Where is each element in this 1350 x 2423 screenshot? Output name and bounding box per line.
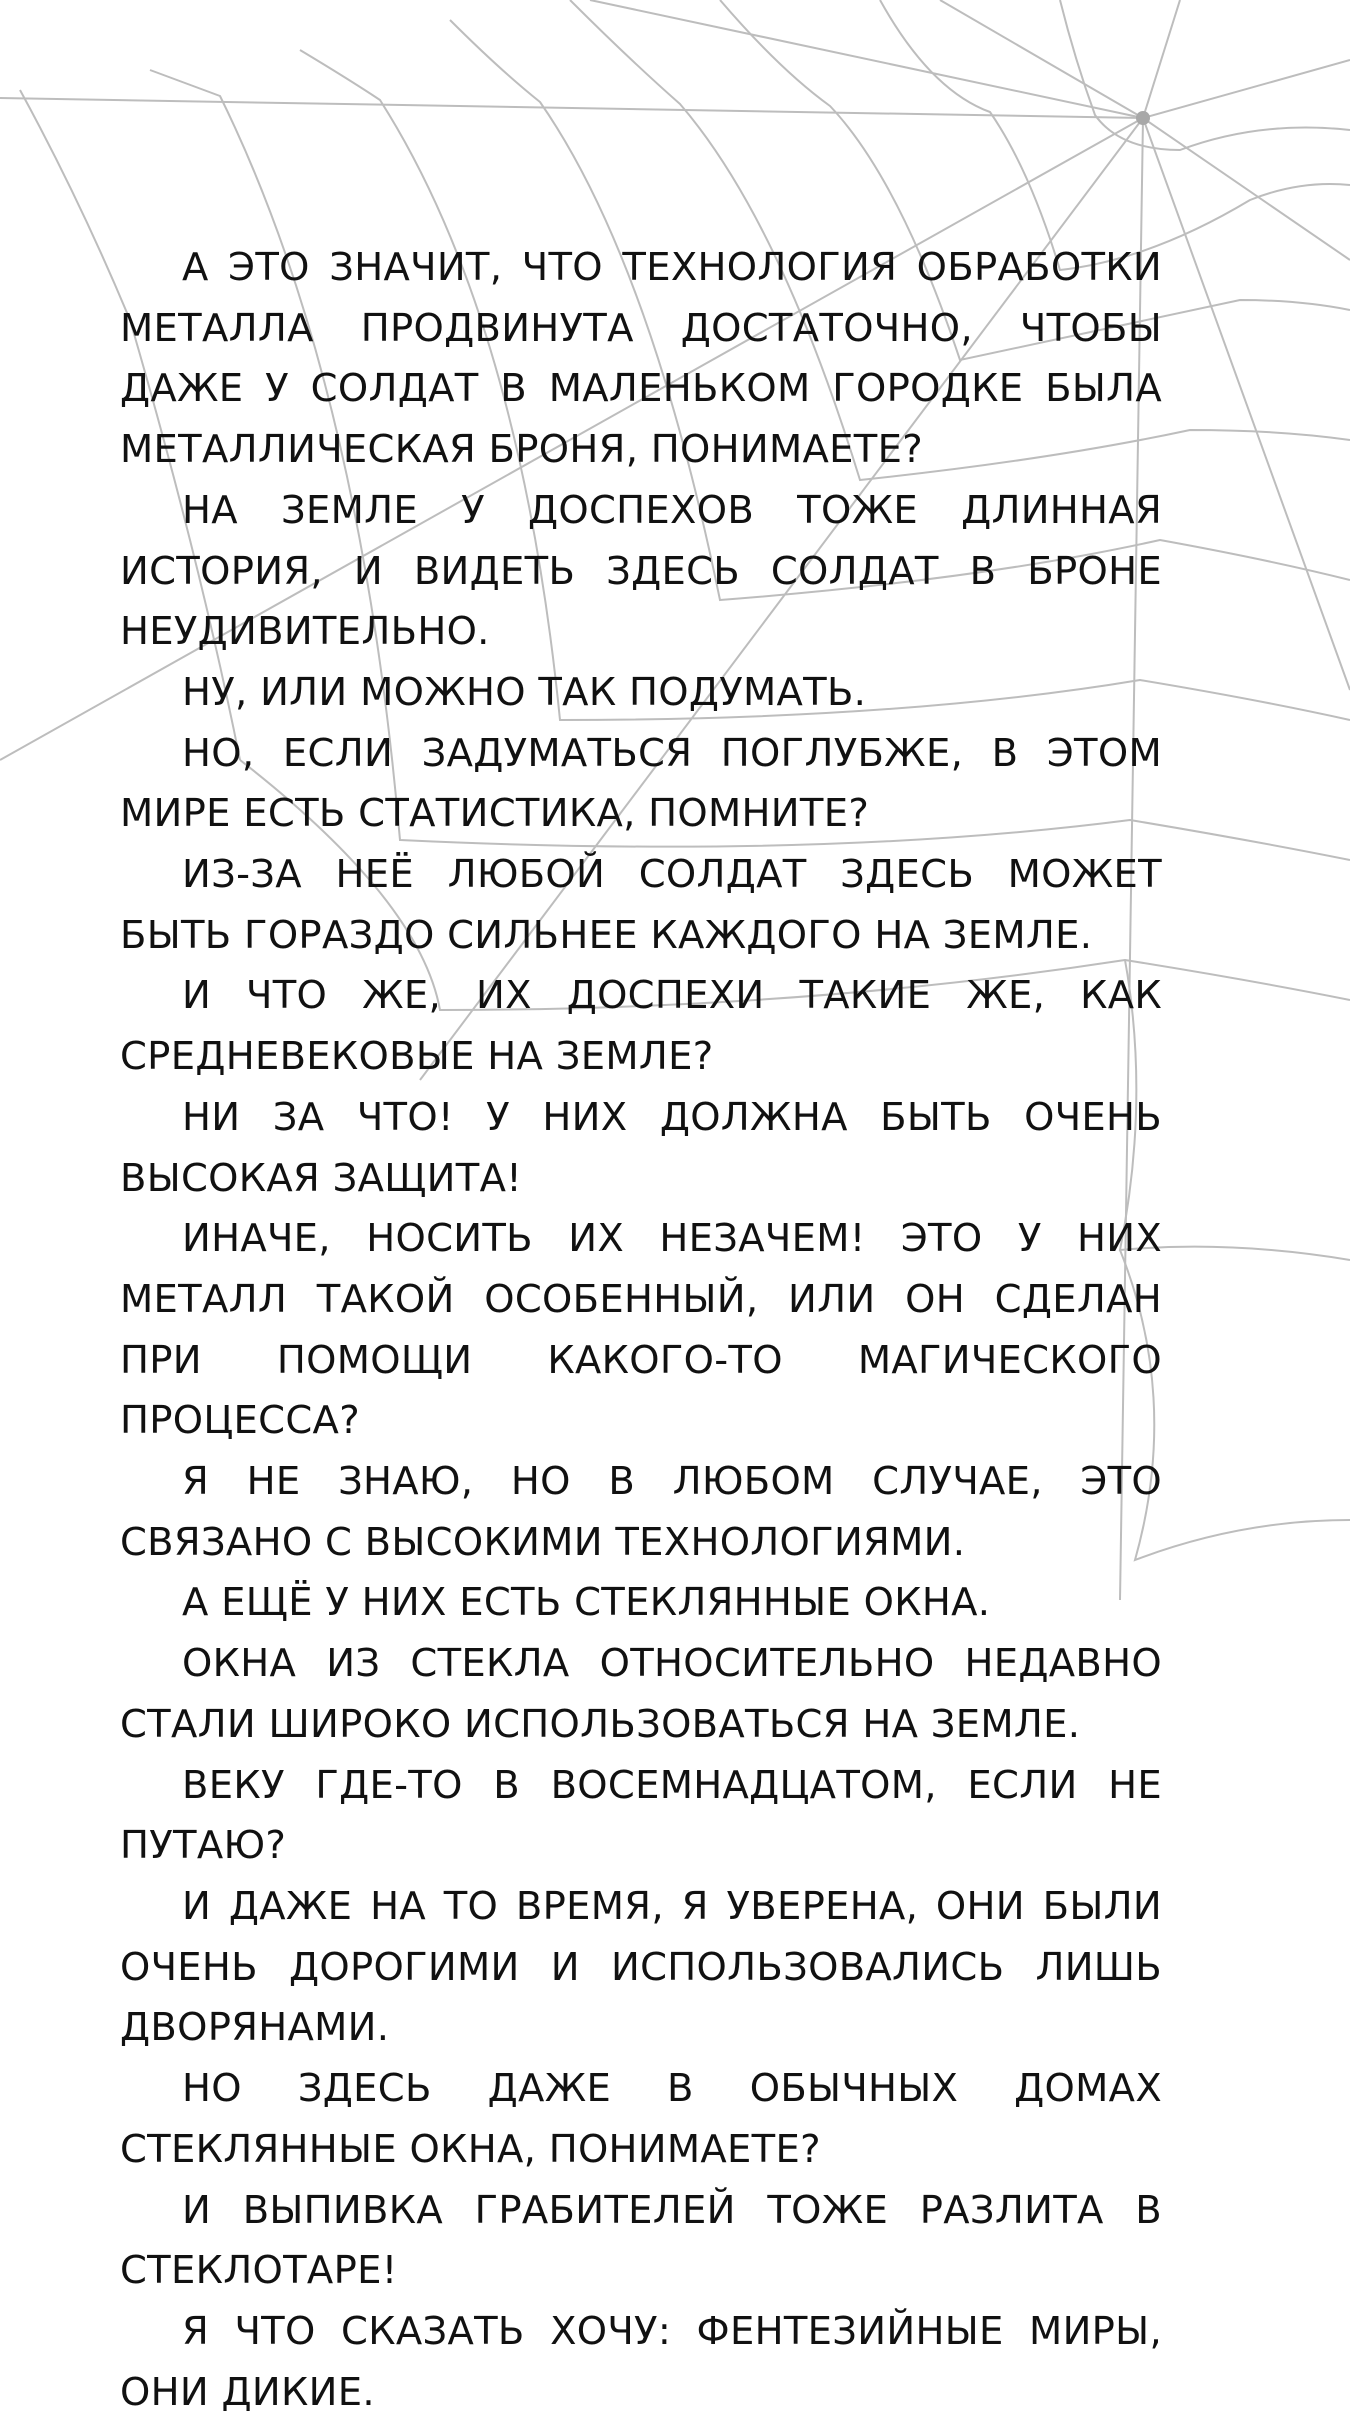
paragraph: ВЕКУ ГДЕ-ТО В ВОСЕМНАДЦАТОМ, ЕСЛИ НЕ ПУТАЮ?	[120, 1762, 1162, 1869]
paragraph: А ЭТО ЗНАЧИТ, ЧТО ТЕХНОЛОГИЯ ОБРАБОТКИ МЕТАЛЛА ПРОДВИНУТА ДОСТАТОЧНО, ЧТОБЫ ДАЖЕ У СОЛДАТ В МАЛЕНЬКОМ ГОРОДКЕ БЫЛА МЕТАЛЛИЧЕСКАЯ БРОНЯ, ПОНИМАЕТЕ?	[120, 245, 1162, 473]
paragraph: Я НЕ ЗНАЮ, НО В ЛЮБОМ СЛУЧАЕ, ЭТО СВЯЗАНО С ВЫСОКИМИ ТЕХНОЛОГИЯМИ.	[120, 1459, 1162, 1565]
paragraph: А ЕЩЁ У НИХ ЕСТЬ СТЕКЛЯННЫЕ ОКНА.	[182, 1580, 991, 1626]
paragraph: НО ЗДЕСЬ ДАЖЕ В ОБЫЧНЫХ ДОМАХ СТЕКЛЯННЫЕ ОКНА, ПОНИМАЕТЕ?	[120, 2066, 1162, 2172]
paragraph: НА ЗЕМЛЕ У ДОСПЕХОВ ТОЖЕ ДЛИННАЯ ИСТОРИЯ, И ВИДЕТЬ ЗДЕСЬ СОЛДАТ В БРОНЕ НЕУДИВИТЕЛЬНО.	[120, 487, 1162, 655]
paragraph: И ВЫПИВКА ГРАБИТЕЛЕЙ ТОЖЕ РАЗЛИТА В СТЕКЛОТАРЕ!	[120, 2187, 1162, 2294]
paragraph: ОКНА ИЗ СТЕКЛА ОТНОСИТЕЛЬНО НЕДАВНО СТАЛИ ШИРОКО ИСПОЛЬЗОВАТЬСЯ НА ЗЕМЛЕ.	[120, 1641, 1162, 1747]
paragraph: НУ, ИЛИ МОЖНО ТАК ПОДУМАТЬ.	[182, 669, 867, 715]
paragraph: ИНАЧЕ, НОСИТЬ ИХ НЕЗАЧЕМ! ЭТО У НИХ МЕТАЛЛ ТАКОЙ ОСОБЕННЫЙ, ИЛИ ОН СДЕЛАН ПРИ ПОМОЩИ КАКОГО-ТО МАГИЧЕСКОГО ПРОЦЕССА?	[120, 1216, 1162, 1444]
paragraph: ИЗ-ЗА НЕЁ ЛЮБОЙ СОЛДАТ ЗДЕСЬ МОЖЕТ БЫТЬ ГОРАЗДО СИЛЬНЕЕ КАЖДОГО НА ЗЕМЛЕ.	[120, 852, 1162, 958]
paragraph: И ДАЖЕ НА ТО ВРЕМЯ, Я УВЕРЕНА, ОНИ БЫЛИ ОЧЕНЬ ДОРОГИМИ И ИСПОЛЬЗОВАЛИСЬ ЛИШЬ ДВОРЯНАМИ.	[120, 1883, 1162, 2051]
paragraph: И ЧТО ЖЕ, ИХ ДОСПЕХИ ТАКИЕ ЖЕ, КАК СРЕДНЕВЕКОВЫЕ НА ЗЕМЛЕ?	[120, 973, 1162, 1080]
story-text	[120, 238, 1162, 2423]
web-hub	[1136, 111, 1150, 125]
paragraph: НО, ЕСЛИ ЗАДУМАТЬСЯ ПОГЛУБЖЕ, В ЭТОМ МИРЕ ЕСТЬ СТАТИСТИКА, ПОМНИТЕ?	[120, 730, 1162, 837]
paragraph: Я ЧТО СКАЗАТЬ ХОЧУ: ФЕНТЕЗИЙНЫЕ МИРЫ, ОНИ ДИКИЕ.	[120, 2308, 1162, 2415]
paragraph: НИ ЗА ЧТО! У НИХ ДОЛЖНА БЫТЬ ОЧЕНЬ ВЫСОКАЯ ЗАЩИТА!	[120, 1094, 1162, 1201]
